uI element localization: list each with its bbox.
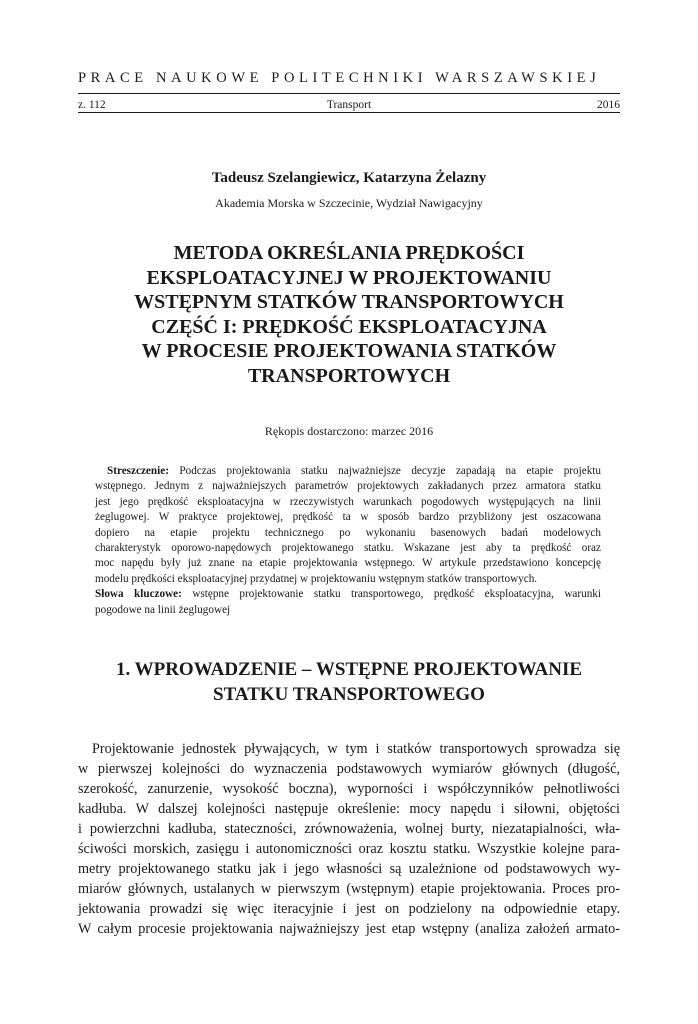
abstract-line: moc napędu były już znane na etapie projektowania wstępnego. W artykule przedstawiono koncepcję	[95, 557, 601, 570]
keywords-label: Słowa kluczowe:	[95, 588, 182, 601]
body-line: kadłuba. W dalszej kolejności następuje określenie: mocy napędu i siłowni, objętości	[78, 801, 620, 817]
section-heading	[60, 657, 638, 707]
abstract	[95, 464, 601, 618]
section-heading-line: STATKU TRANSPORTOWEGO	[213, 684, 485, 705]
title-line: CZĘŚĆ I: PRĘDKOŚĆ EKSPLOATACYJNA	[151, 315, 547, 338]
body-line: Projektowanie jednostek pływających, w tym i statków transportowych sprowadza się	[92, 741, 620, 757]
body-line: w pierwszej kolejności do wyznaczenia podstawowych wymiarów głównych (długość,	[78, 761, 620, 777]
keywords-line	[95, 587, 601, 602]
section-heading-line: 1. WPROWADZENIE – WSTĘPNE PROJEKTOWANIE	[115, 659, 583, 680]
volume-number: z. 112	[78, 99, 106, 111]
title-line: EKSPLOATACYJNEJ W PROJEKTOWANIU	[146, 266, 552, 289]
keywords-text: wstępne projektowanie statku transportowego, prędkość eksploatacyjna, warunki	[181, 588, 601, 601]
body-line: metry projektowanego statku jak i jego własności są uzależnione od podstawowych wy-	[78, 861, 620, 877]
authors: Tadeusz Szelangiewicz, Katarzyna Żelazny	[211, 170, 487, 186]
body-line: szerokość, zanurzenie, wysokość boczna), wyporności i współczynników pełnotliwości	[78, 781, 620, 797]
journal-name: PRACE NAUKOWE POLITECHNIKI WARSZAWSKIEJ	[78, 70, 601, 86]
body-line: miarów głównych, ustalanych w pierwszym (wstępnym) etapie projektowania. Proces pro-	[78, 881, 620, 897]
abstract-line: wstępnego. Jednym z najważniejszych parametrów projektowych zakładanych przez armatora statku	[95, 480, 601, 493]
body-line: jektowania prowadzi się więc iteracyjnie i jest on podzielony na odpowiednie etapy.	[78, 901, 620, 917]
body-line: W całym procesie projektowania najważniejszy jest etap wstępny (analiza założeń armato-	[78, 921, 620, 937]
title-line: TRANSPORTOWYCH	[247, 364, 451, 387]
header-rule-bottom	[78, 112, 620, 113]
received-date: Rękopis dostarczono: marzec 2016	[264, 424, 434, 438]
title-line: W PROCESIE PROJEKTOWANIA STATKÓW	[141, 340, 557, 362]
abstract-label: Streszczenie:	[107, 465, 169, 477]
affiliation: Akademia Morska w Szczecinie, Wydział Nawigacyjny	[215, 196, 483, 210]
abstract-line: modelu prędkości eksploatacyjnej przydatnej w projektowaniu wstępnym statków transportowych.	[95, 572, 538, 585]
body-line: i powierzchni kadłuba, stateczności, zrównoważenia, wolnej burty, niezatapialności, wła-	[78, 821, 620, 837]
keywords-line: pogodowe na linii żeglugowej	[95, 603, 231, 616]
abstract-line	[95, 464, 601, 479]
abstract-line: jest jego prędkość eksploatacyjna w rzeczywistych warunkach pogodowych występujących na linii	[95, 495, 601, 508]
body-paragraph	[78, 739, 620, 939]
body-line: ściwości morskich, zasięgu i autonomiczności oraz kosztu statku. Wszystkie kolejne para-	[78, 841, 620, 857]
paper-title	[60, 241, 638, 388]
title-line: METODA OKREŚLANIA PRĘDKOŚCI	[173, 242, 525, 264]
header-rule-top	[78, 93, 620, 94]
abstract-line: żeglugowej. W praktyce projektowej, prędkość ta w sposób bardzo przybliżony jest oszacowana	[95, 511, 601, 524]
series-name: Transport	[326, 99, 372, 111]
title-line: WSTĘPNYM STATKÓW TRANSPORTOWYCH	[134, 291, 564, 313]
abstract-line: charakterystyk oporowo-napędowych projektowanego statku. Wskazane jest aby ta prędkość oraz	[95, 542, 601, 555]
abstract-line: dopiero na etapie projektu technicznego po wykonaniu basenowych badań modelowych	[95, 526, 601, 539]
publication-year: 2016	[597, 99, 620, 111]
abstract-text: Podczas projektowania statku najważniejsze decyzje zapadają na etapie projektu	[168, 465, 601, 477]
